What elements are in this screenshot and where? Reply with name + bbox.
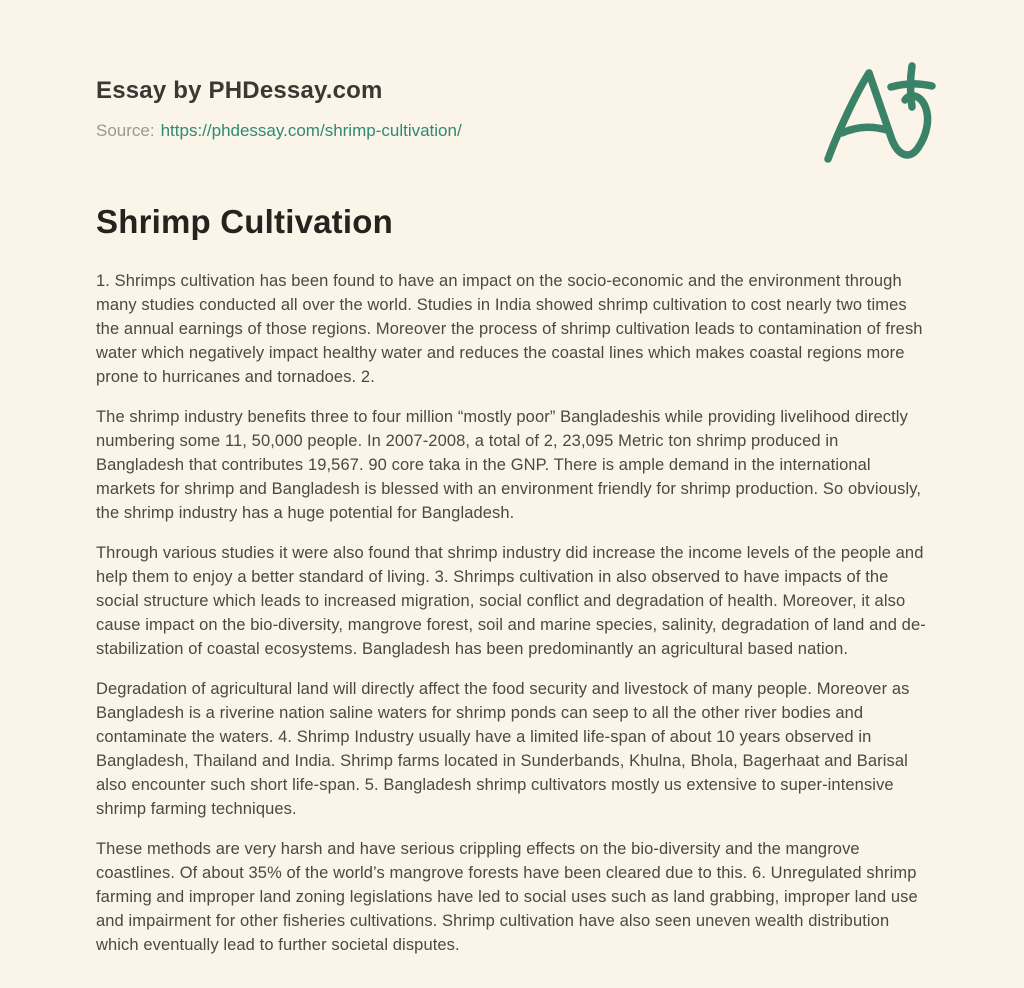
essay-paragraph-2: The shrimp industry benefits three to four million “mostly poor” Bangladeshis while providing livelihood directly numbering some 11, 50,000 people. In 2007-2008, a total of 2, 23,095 Metric ton shrimp produced in Bangladesh that contributes 19,567. 90 core taka in the GNP. There is ample demand in the international markets for shrimp and Bangladesh is blessed with an environment friendly for shrimp production. So obviously, the shrimp industry has a huge potential for Bangladesh. <box>96 408 922 522</box>
byline: Essay by PHDessay.com <box>96 77 383 104</box>
source-link[interactable]: https://phdessay.com/shrimp-cultivation/ <box>160 121 462 140</box>
a-plus-logo-icon <box>818 60 938 166</box>
essay-paragraph-5: These methods are very harsh and have serious crippling effects on the bio-diversity and the mangrove coastlines. Of about 35% of the world’s mangrove forests have been cleared due to this. 6. Unregulated shrimp farming and improper land zoning legislations have led to social uses such as land grabbing, improper land use and impairment for other fisheries cultivations. Shrimp cultivation have also seen uneven wealth distribution which eventually lead to further societal disputes. <box>96 840 918 954</box>
essay-paragraph-4: Degradation of agricultural land will directly affect the food security and livestock of many people. Moreover as Bangladesh is a riverine nation saline waters for shrimp ponds can seep to all the other river bodies and contaminate the waters. 4. Shrimp Industry usually have a limited life-span of about 10 years observed in Bangladesh, Thailand and India. Shrimp farms located in Sunderbands, Khulna, Bhola, Bagerhaat and Barisal also encounter such short life-span. 5. Bangladesh shrimp cultivators mostly us extensive to super-intensive shrimp farming techniques. <box>96 680 910 818</box>
page-header <box>96 0 928 142</box>
essay-article <box>96 202 928 957</box>
essay-paragraph-1: 1. Shrimps cultivation has been found to have an impact on the socio-economic and the environment through many studies conducted all over the world. Studies in India showed shrimp cultivation to cost nearly two times the annual earnings of those regions. Moreover the process of shrimp cultivation leads to contamination of fresh water which negatively impact healthy water and reduces the coastal lines which makes coastal regions more prone to hurricanes and tornadoes. 2. <box>96 272 923 386</box>
essay-paragraph-3: Through various studies it were also found that shrimp industry did increase the income levels of the people and help them to enjoy a better standard of living. 3. Shrimps cultivation in also observed to have impacts of the social structure which leads to increased migration, social conflict and degradation of health. Moreover, it also cause impact on the bio-diversity, mangrove forest, soil and marine species, salinity, degradation of land and de-stabilization of coastal ecosystems. Bangladesh has been predominantly an agricultural based nation. <box>96 544 926 658</box>
essay-title: Shrimp Cultivation <box>96 203 393 240</box>
source-label: Source: <box>96 121 155 140</box>
source-line <box>96 120 928 142</box>
